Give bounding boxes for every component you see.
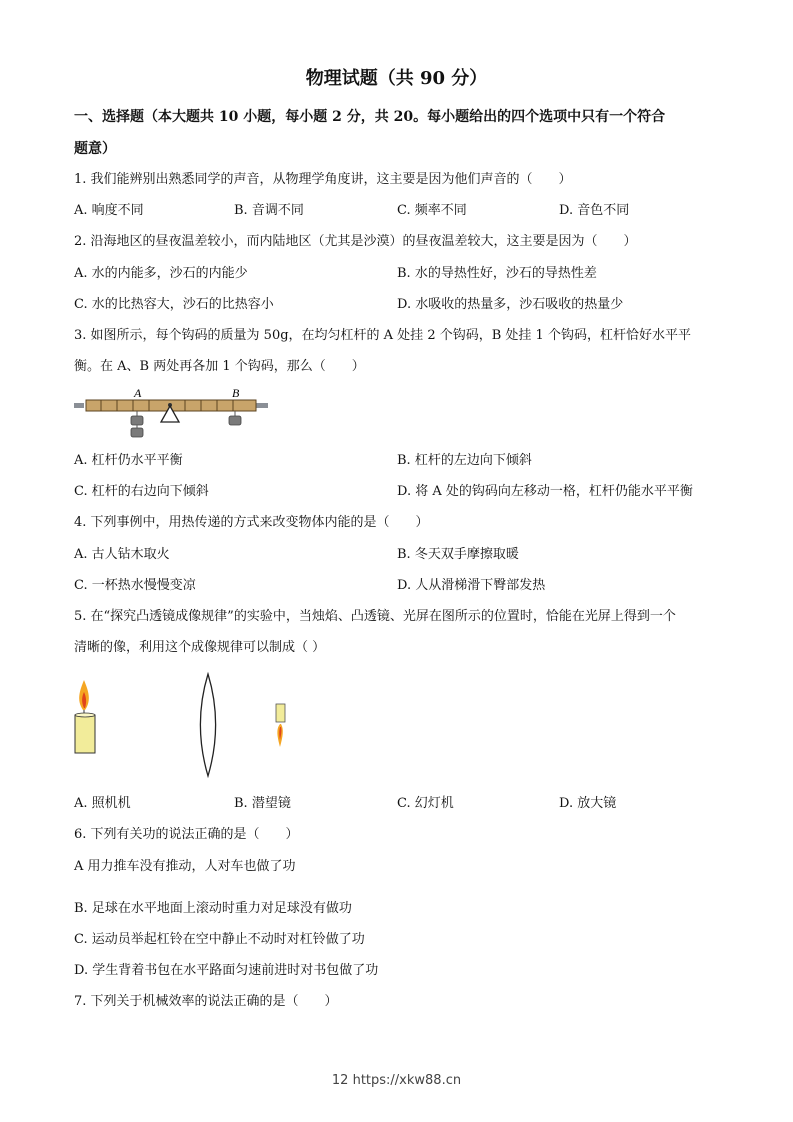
- q6-stem: 6. 下列有关功的说法正确的是（ ）: [74, 827, 299, 842]
- q4-option-a: A. 古人钻木取火: [74, 547, 170, 562]
- q6-option-c: C. 运动员举起杠铃在空中静止不动时对杠铃做了功: [74, 932, 365, 947]
- q3-option-a: A. 杠杆仍水平平衡: [74, 453, 183, 468]
- q5-option-a: A. 照机机: [74, 796, 131, 811]
- q5-stem-cont: 清晰的像，利用这个成像规律可以制成（ ）: [74, 640, 326, 655]
- q6-option-d: D. 学生背着书包在水平路面匀速前进时对书包做了功: [74, 963, 379, 978]
- q2-stem: 2. 沿海地区的昼夜温差较小，而内陆地区（尤其是沙漠）的昼夜温差较大，这主要是因为（ ）: [74, 234, 637, 249]
- q3-option-c: C. 杠杆的右边向下倾斜: [74, 484, 209, 499]
- q2-option-b: B. 水的导热性好，沙石的导热性差: [397, 266, 597, 281]
- lever-end-knob-right: [256, 403, 268, 408]
- candle: [75, 680, 95, 753]
- hook-weight-a2: [131, 428, 143, 437]
- q5-option-d: D. 放大镜: [559, 796, 617, 811]
- q1-option-a: A. 响度不同: [74, 203, 144, 218]
- point-b-label: B: [232, 386, 240, 400]
- q3-stem-cont: 衡。在 A、B 两处再各加 1 个钩码，那么（ ）: [74, 359, 365, 374]
- q5-option-b: B. 潜望镜: [234, 796, 291, 811]
- inverted-candle-image: [276, 704, 285, 747]
- q1-stem: 1. 我们能辨别出熟悉同学的声音，从物理学角度讲，这主要是因为他们声音的（ ）: [74, 172, 572, 187]
- q5-stem: 5. 在“探究凸透镜成像规律”的实验中，当烛焰、凸透镜、光屏在图所示的位置时，恰能在光屏上得到一个: [74, 609, 676, 624]
- candle-body: [75, 715, 95, 753]
- q2-option-c: C. 水的比热容大，沙石的比热容小: [74, 297, 274, 312]
- q7-stem: 7. 下列关于机械效率的说法正确的是（ ）: [74, 994, 338, 1009]
- q1-option-d: D. 音色不同: [559, 203, 630, 218]
- q3-stem: 3. 如图所示，每个钩码的质量为 50g，在均匀杠杆的 A 处挂 2 个钩码，B 处挂 1 个钩码，杠杆恰好水平平: [74, 328, 691, 343]
- lever-end-knob-left: [74, 403, 84, 408]
- lever-figure: [74, 384, 274, 442]
- lens-experiment-figure: [70, 672, 300, 782]
- q4-option-c: C. 一杯热水慢慢变凉: [74, 578, 196, 593]
- point-a-label: A: [134, 386, 142, 400]
- q1-option-b: B. 音调不同: [234, 203, 304, 218]
- q5-option-c: C. 幻灯机: [397, 796, 454, 811]
- page-footer: 12 https://xkw88.cn: [331, 1073, 462, 1088]
- q4-option-b: B. 冬天双手摩擦取暖: [397, 547, 519, 562]
- q4-option-d: D. 人从滑梯滑下臀部发热: [397, 578, 546, 593]
- q2-option-a: A. 水的内能多，沙石的内能少: [74, 266, 248, 281]
- q4-stem: 4. 下列事例中，用热传递的方式来改变物体内能的是（ ）: [74, 515, 429, 530]
- q6-option-a: A 用力推车没有推动，人对车也做了功: [74, 859, 296, 874]
- section-heading: 一、选择题（本大题共 10 小题，每小题 2 分，共 20。每小题给出的四个选项中只有一个符合: [74, 109, 666, 125]
- page-title: 物理试题（共 90 分）: [305, 68, 488, 89]
- section-heading-cont: 题意）: [74, 141, 116, 157]
- q6-option-b: B. 足球在水平地面上滚动时重力对足球没有做功: [74, 901, 352, 916]
- image-candle-body: [276, 704, 285, 722]
- q1-option-c: C. 频率不同: [397, 203, 467, 218]
- convex-lens: [201, 674, 216, 776]
- q2-option-d: D. 水吸收的热量多，沙石吸收的热量少: [397, 297, 624, 312]
- q3-option-d: D. 将 A 处的钩码向左移动一格，杠杆仍能水平平衡: [397, 484, 693, 499]
- hook-weight-a1: [131, 416, 143, 425]
- q3-option-b: B. 杠杆的左边向下倾斜: [397, 453, 532, 468]
- hook-weight-b1: [229, 416, 241, 425]
